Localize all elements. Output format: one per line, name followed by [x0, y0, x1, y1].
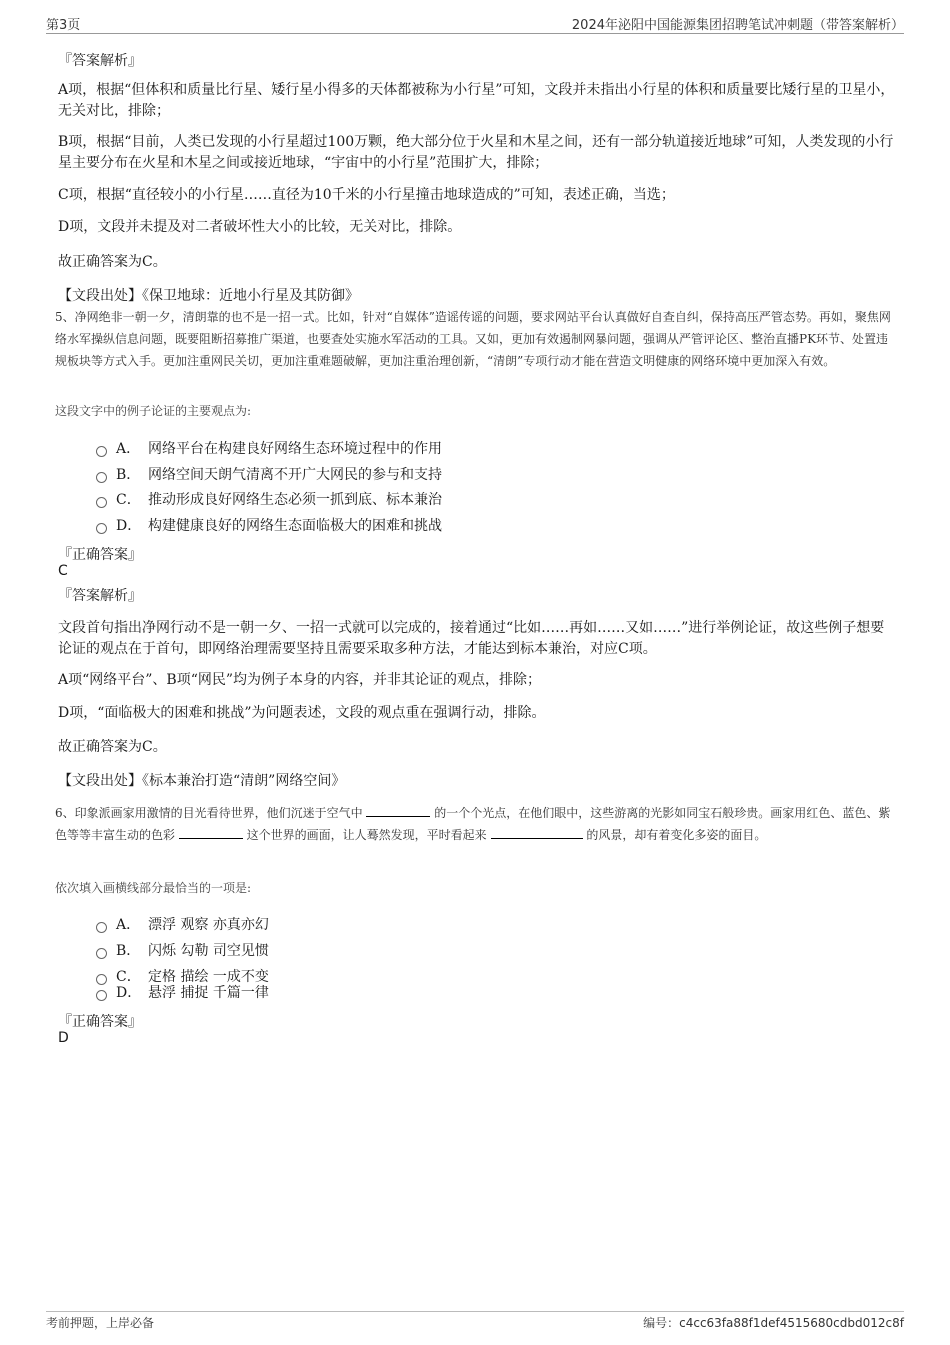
- analysis-d: D项，文段并未提及对二者破坏性大小的比较，无关对比，排除。: [58, 219, 462, 235]
- option-b[interactable]: [96, 940, 269, 960]
- radio-button[interactable]: [96, 948, 107, 959]
- analysis-label: 『答案解析』: [58, 588, 142, 604]
- option-text: 定格 描绘 一成不变: [148, 969, 269, 985]
- footer-slogan: 考前押题，上岸必备: [46, 1316, 155, 1330]
- analysis-a: A项，根据“但体积和质量比行星、矮行星小得多的天体都被称为小行星”可知，文段并未指出小行星的体积和质量要比矮行星的卫星小，无关对比，排除；: [58, 82, 895, 119]
- option-letter: D．: [116, 518, 142, 534]
- option-text: 漂浮 观察 亦真亦幻: [148, 917, 269, 933]
- correct-answer-label: 『正确答案』: [58, 547, 142, 563]
- analysis-text: A项“网络平台”、B项“网民”均为例子本身的内容，并非其论证的观点，排除；: [58, 672, 542, 688]
- analysis-text: 文段首句指出净网行动不是一朝一夕、一招一式就可以完成的，接着通过“比如……再如……又如……”进行举例论证，故这些例子想要论证的观点在于首句，即网络治理需要坚持且需要采取多种方法，才能达到标本兼治，对应C项。: [58, 620, 885, 657]
- stem-text: 色、蓝色、紫色等等丰富生动的色彩: [55, 806, 891, 842]
- correct-answer-label: 『正确答案』: [58, 1014, 142, 1030]
- option-letter: A．: [116, 917, 141, 933]
- option-d[interactable]: [96, 982, 269, 1002]
- option-c[interactable]: [96, 489, 442, 509]
- conclusion: 故正确答案为C。: [58, 739, 167, 755]
- stem-text: 这个世界的画面，让人蓦然发现，平时看起来: [246, 828, 487, 842]
- option-d[interactable]: [96, 515, 442, 535]
- analysis-c: C项，根据“直径较小的小行星……直径为10千米的小行星撞击地球造成的”可知，表述正确，当选；: [58, 187, 675, 203]
- source-citation: 【文段出处】《保卫地球：近地小行星及其防御》: [58, 288, 359, 304]
- stem-text: 的风景，却有着变化多姿的面: [586, 828, 743, 842]
- question-stem: 5、净网绝非一朝一夕，清朗靠的也不是一招一式。比如，针对“自媒体”造谣传谣的问题，要求网站平台认真做好自查自纠，保持高压严管态势。再如，聚焦网络水军操纵信息问题，既要阻断招募推广渠道，也要查处实施水军活动的工具。又如，更加有效遏制网暴问题，强调从严管评论区、整治直播PK环节、处置违规板块等方式入手。更加注重网民关切，更加注重难题破解，更加注重治理创新，“清朗”专项行动才能在营造文明健康的网络环境中更加深入有效。: [55, 310, 891, 368]
- question-prompt: 这段文字中的例子论证的主要观点为:: [55, 404, 252, 418]
- stem-text: 6、印象派画家用激情的目光看待世界，他们沉迷于空气中: [55, 806, 363, 820]
- analysis-text: D项，“面临极大的困难和挑战”为问题表述，文段的观点重在强调行动，排除。: [58, 705, 546, 721]
- radio-button[interactable]: [96, 990, 107, 1001]
- question-prompt: 依次填入画横线部分最恰当的一项是:: [55, 881, 252, 895]
- radio-button[interactable]: [96, 472, 107, 483]
- document-id: 编号：c4cc63fa88f1def4515680cdbd012c8f: [643, 1316, 904, 1330]
- radio-button[interactable]: [96, 446, 107, 457]
- option-letter: B．: [116, 943, 141, 959]
- option-letter: C．: [116, 969, 141, 985]
- option-a[interactable]: [96, 914, 269, 934]
- radio-button[interactable]: [96, 922, 107, 933]
- radio-button[interactable]: [96, 497, 107, 508]
- option-letter: A．: [116, 441, 141, 457]
- source-citation: 【文段出处】《标本兼治打造“清朗”网络空间》: [58, 773, 346, 789]
- option-text: 网络平台在构建良好网络生态环境过程中的作用: [148, 441, 442, 457]
- option-text: 网络空间天朗气清离不开广大网民的参与和支持: [148, 467, 442, 483]
- option-a[interactable]: [96, 438, 442, 458]
- correct-answer: C: [58, 563, 68, 579]
- option-text: 构建健康良好的网络生态面临极大的困难和挑战: [148, 518, 442, 534]
- footer-divider: [46, 1311, 904, 1312]
- question-stem: [55, 802, 895, 846]
- option-text: 闪烁 勾勒 司空见惯: [148, 943, 269, 959]
- analysis-b: B项，根据“目前，人类已发现的小行星超过100万颗，绝大部分位于火星和木星之间，还有一部分轨道接近地球”可知，人类发现的小行星主要分布在火星和木星之间或接近地球，“宇宙中的小行星”范围扩大，排除；: [58, 134, 894, 171]
- page-number: 第3页: [46, 18, 81, 33]
- option-letter: B．: [116, 467, 141, 483]
- header-divider: [46, 33, 904, 34]
- document-title: 2024年泌阳中国能源集团招聘笔试冲刺题（带答案解析）: [571, 18, 904, 33]
- fill-blank[interactable]: [366, 804, 430, 817]
- option-text: 悬浮 捕捉 千篇一律: [148, 985, 269, 1001]
- option-b[interactable]: [96, 464, 442, 484]
- option-letter: C．: [116, 492, 141, 508]
- analysis-label: 『答案解析』: [58, 53, 142, 69]
- stem-text: 目。: [742, 828, 767, 842]
- option-text: 推动形成良好网络生态必须一抓到底、标本兼治: [148, 492, 442, 508]
- correct-answer: D: [58, 1030, 69, 1046]
- conclusion: 故正确答案为C。: [58, 254, 167, 270]
- stem-text: 的一个个光点，在他们眼中，这些游离的光影如同宝石般珍贵。画家用红: [434, 806, 819, 820]
- fill-blank[interactable]: [491, 826, 583, 839]
- fill-blank[interactable]: [179, 826, 243, 839]
- option-letter: D．: [116, 985, 142, 1001]
- radio-button[interactable]: [96, 523, 107, 534]
